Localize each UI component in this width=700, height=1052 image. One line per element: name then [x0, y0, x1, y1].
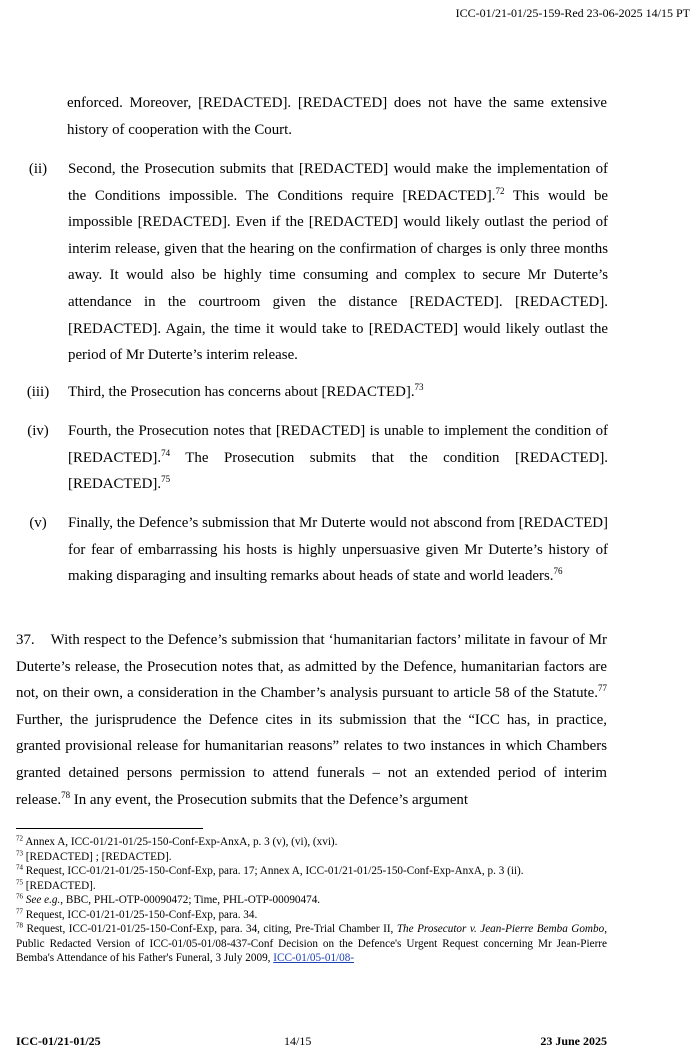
footnote-ref[interactable]: 72 — [495, 185, 505, 196]
footnote-ref[interactable]: 73 — [414, 382, 424, 393]
item-text: Third, the Prosecution has concerns about [REDACTED].$^{73}$ — [68, 382, 424, 400]
document-link[interactable]: ICC-01/05-01/08- — [273, 952, 355, 964]
footnote: $^{73}$ [REDACTED] ; [REDACTED]. — [16, 848, 172, 863]
item-text: Fourth, the Prosecution notes that [REDACTED] is unable to implement the condition of [REDACTED].$^{74}$ The Prosecution submits that the condition [REDACTED]. [REDACTED].$^{75}$ — [68, 423, 608, 493]
footnote: $^{77}$ Request, ICC-01/21-01/25-150-Conf-Exp, para. 34. — [16, 906, 258, 921]
footnote-ref[interactable]: 74 — [161, 447, 171, 458]
item-number: (iii) — [26, 384, 50, 400]
footnote: $^{78}$ Request, ICC-01/21-01/25-150-Conf-Exp, para. 34, citing, Pre-Trial Chamber II, The Prosecutor v. Jean-Pierre Bemba Gombo, Public Redacted Version of ICC-01/05-01/08-437-Conf Decision on the Defence's Urgent Request concerning Mr Jean-Pierre Bemba's Attendance of his Father's Funeral, 3 July 2009, ICC-01/05-01/08- — [16, 921, 607, 964]
document-header: ICC-01/21-01/25-159-Red 23-06-2025 14/15 PT — [455, 6, 690, 20]
footnote-ref[interactable]: 76 — [553, 566, 563, 577]
item-text: Second, the Prosecution submits that [REDACTED] would make the implementation of the Conditions impossible. The Conditions require [REDACTED].$^{72}$ This would be impossible [REDACTED]. Even if the [REDACTED] would likely outlast the period of interim release, given that the hearing on the confirmation of charges is only three months away. It would also be highly time consuming and complex to secure Mr Duterte’s attendance in the courtroom given the distance [REDACTED]. [REDACTED]. [REDACTED]. Again, the time it would take to [REDACTED] would likely outlast the period of Mr Duterte’s interim release. — [68, 161, 609, 364]
footer-case-number: ICC-01/21-01/25 — [16, 1034, 101, 1048]
footnote-separator — [16, 828, 203, 829]
footnote-ref[interactable]: 77 — [598, 683, 607, 694]
paragraph-number: 37. — [16, 632, 35, 648]
footnote-ref[interactable]: 75 — [161, 474, 171, 485]
item-number: (ii) — [28, 161, 48, 177]
item-number: (iv) — [27, 423, 49, 439]
item-text: Finally, the Defence’s submission that Mr Duterte would not abscond from [REDACTED] for fear of embarrassing his hosts is highly unpersuasive given Mr Duterte’s history of making disparaging and insulting remarks about heads of state and world leaders.$^{76}$ — [68, 515, 608, 585]
footnote: $^{74}$ Request, ICC-01/21-01/25-150-Conf-Exp, para. 17; Annex A, ICC-01/21-01/25-150-Conf-Exp-AnxA, p. 3 (ii). — [16, 863, 524, 877]
footnote-ref[interactable]: 78 — [61, 789, 71, 800]
footnote: $^{76}$ See e.g., BBC, PHL-OTP-00090472; Time, PHL-OTP-00090474. — [16, 892, 321, 906]
footer-date: 23 June 2025 — [540, 1034, 607, 1048]
footnotes — [16, 835, 607, 966]
item-number: (v) — [29, 515, 47, 531]
footer-page-number: 14/15 — [284, 1034, 312, 1048]
footnote: $^{75}$ [REDACTED]. — [16, 877, 96, 892]
footnote: $^{72}$ Annex A, ICC-01/21-01/25-150-Conf-Exp-AnxA, p. 3 (v), (vi), (xvi). — [16, 834, 338, 848]
continuation-text: enforced. Moreover, [REDACTED]. [REDACTED] does not have the same extensive history of cooperation with the Court. — [67, 95, 607, 138]
paragraph-37: 37. With respect to the Defence’s submission that ‘humanitarian factors’ militate in favour of Mr Duterte’s release, the Prosecution notes that, as admitted by the Defence, humanitarian factors are not, on their own, a consideration in the Chamber’s analysis pursuant to article 58 of the Statute.$^{77}$ Further, the jurisprudence the Defence cites in its submission that the “ICC has, in practice, granted provisional release for humanitarian reasons” relates to two instances in which Chambers granted detained persons permission to attend funerals – not an extended period of interim release.$^{78}$ In any event, the Prosecution submits that the Defence’s argument — [16, 632, 608, 808]
